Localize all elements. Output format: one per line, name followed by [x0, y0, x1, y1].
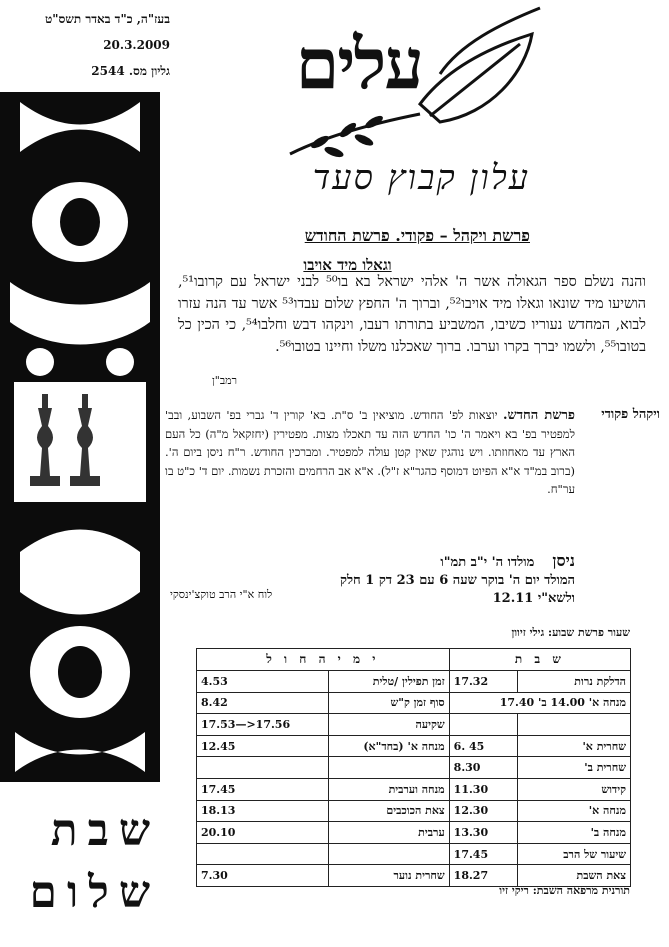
article-signature: רמב"ן: [212, 374, 238, 387]
table-row: [197, 692, 631, 714]
shabbat-time: [449, 714, 517, 736]
shabbat-label: מנחה א' 14.00 ב' 17.40: [449, 692, 630, 714]
weekday-time: 7.30: [197, 865, 329, 887]
weekday-label: מנחה וערבית: [328, 778, 449, 800]
shabbat-label: מנחה א': [518, 800, 631, 822]
weekday-time: 17.45: [197, 778, 329, 800]
shabbat-time: 12.30: [449, 800, 517, 822]
issue-meta: [2, 6, 170, 84]
weekday-time: [197, 757, 329, 779]
shabbat-time: 13.30: [449, 822, 517, 844]
shabbat-time: 6. 45: [449, 735, 517, 757]
col-shabbat: ש ב ת: [449, 649, 630, 671]
weekday-label: זמן תפילין /טלית: [328, 671, 449, 693]
shabbat-time: 17.45: [449, 843, 517, 865]
weekday-time: 17.53—>17.56: [197, 714, 329, 736]
table-row: [197, 843, 631, 865]
table-row: [197, 778, 631, 800]
candlesticks-icon: [20, 386, 120, 496]
weekday-time: 4.53: [197, 671, 329, 693]
schedule-title: שעור פרשת שבוע: גילי זיוון: [511, 626, 630, 639]
notes-lead: פרשת החדש.: [503, 408, 575, 423]
shabbat-label: מנחה ב': [518, 822, 631, 844]
shabbat-shalom: [0, 800, 160, 940]
table-row: [197, 800, 631, 822]
weekday-label: ערבית: [328, 822, 449, 844]
notes-text: יוצאות לפ' החודש. מוציאין ב' ס"ת. בא' קורין ד' גברי בפ' השבוע, ובב' למפטיר בפ' בא ויאמר ה' כו' החדש הזה עד תאכלו מצות. מפטירין (יחזקאל מ"ה) כל העם הארץ עד מאחוזתו. ויש נוהגין שאין קטן עולה למפטיר. ומברכין החודש. ר"ח ניסן ביום ה'. (ברוב במ"ד א"א הפיוט דמוסף כהגר"א ז"ל). א"א אב הרחמים והזכרת נשמות. יום ד' כ"ט בו ער"ח.: [165, 408, 575, 496]
shabbat-label: שחרית ב': [518, 757, 631, 779]
article-body: והנה נשלם ספר הגאולה אשר ה' אלהי ישראל בא בו⁵⁰ לבני ישראל עם קרובו⁵¹, הושיעו מיד שונאו וגאלו מיד אויבו⁵², וברוך ה' החפץ שלום עבדו⁵³ אשר עד הנה עזרו לבוא, המחדש נעוריו כשיבו, המשביע בתורתו רעבו, וינקהו דבש וחלבו⁵⁴, כי הכין כל בטובו⁵⁵, ולשמו יברך בקרו וערבו. ברוך שאכלנו משלו וחיינו בטובו⁵⁶.: [178, 274, 646, 355]
shabbat-word: שבת: [50, 805, 160, 856]
weekday-time: 18.13: [197, 800, 329, 822]
shabbat-time: 8.30: [449, 757, 517, 779]
issue-number: גליון מס. 2544: [91, 64, 170, 78]
shabbat-label: קידוש: [518, 778, 631, 800]
shabbat-time: 18.27: [449, 865, 517, 887]
table-row: [197, 714, 631, 736]
molad-line3: ולשא"י 12.11: [492, 591, 575, 606]
article-heading: וגאלו מיד אויבו: [303, 256, 392, 274]
shabbat-label: שיעור של הרב: [518, 843, 631, 865]
shabbat-time: 11.30: [449, 778, 517, 800]
shalom-word: שלום: [29, 867, 160, 918]
weekday-time: 12.45: [197, 735, 329, 757]
shabbat-label: [518, 714, 631, 736]
masthead-logo: עלים: [295, 22, 422, 105]
weekday-time: 8.42: [197, 692, 329, 714]
gregorian-date: 20.3.2009: [103, 38, 170, 52]
table-row: [197, 757, 631, 779]
notes-source: לוח א"י הרב טוקצ'ינסקי: [170, 588, 273, 601]
weekday-time: [197, 843, 329, 865]
table-row: [197, 671, 631, 693]
weekday-label: שחרית נוער: [328, 865, 449, 887]
shabbat-time: 17.32: [449, 671, 517, 693]
schedule-table: [196, 648, 631, 887]
weekday-time: 20.10: [197, 822, 329, 844]
weekday-label: סוף זמן ק"ש: [328, 692, 449, 714]
notes-body: [165, 406, 575, 498]
weekday-label: [328, 843, 449, 865]
weekday-label: צאת הכוכבים: [328, 800, 449, 822]
parasha-title: פרשת ויקהל – פקודי. פרשת החודש: [304, 226, 530, 245]
shabbat-label: שחרית א': [518, 735, 631, 757]
duty-credit: תורנית מרפאה השבת: ריקי זיו: [499, 884, 630, 897]
molad-line2: המולד יום ה' בוקר שעה 6 עם 23 דק 1 חלק: [340, 573, 575, 588]
notes-side-title: ויקהל פקודי: [601, 407, 660, 422]
masthead-subtitle: עלון קבוץ סעד: [312, 158, 530, 198]
shabbat-label: צאת השבת: [518, 865, 631, 887]
hebrew-date: בעז"ה, כ"ד באדר תשס"ט: [45, 12, 170, 26]
weekday-label: שקיעה: [328, 714, 449, 736]
molad-line1: מולדו ה' י"ב תמ"ו: [440, 555, 535, 570]
weekday-label: [328, 757, 449, 779]
col-weekday: י מ י ה ח ו ל: [197, 649, 450, 671]
shabbat-label: הדלקת נרות: [518, 671, 631, 693]
table-row: [197, 735, 631, 757]
weekday-label: מנחה א' (בחד"א): [328, 735, 449, 757]
molad-month: ניסן: [552, 551, 575, 570]
table-row: [197, 822, 631, 844]
